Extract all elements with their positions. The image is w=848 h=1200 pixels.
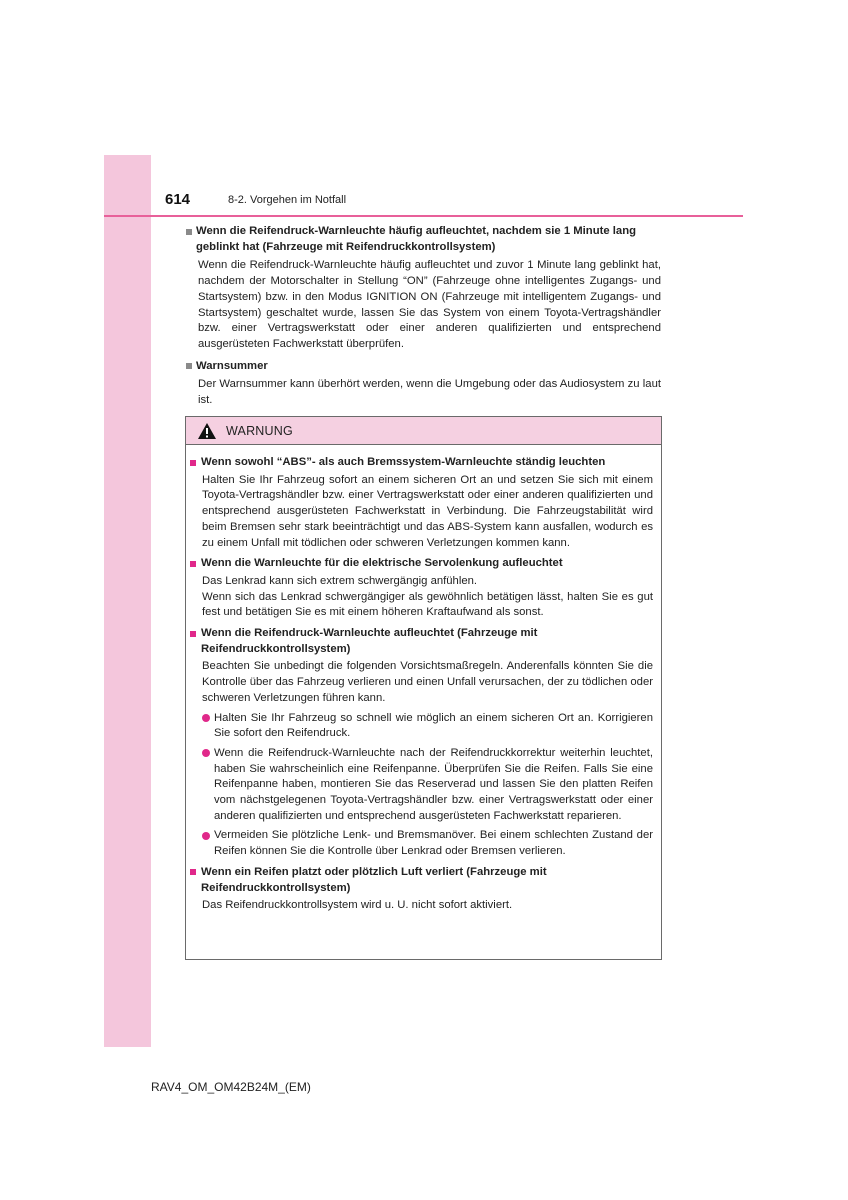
warning-item [190, 865, 653, 914]
square-bullet-icon [190, 561, 196, 567]
round-bullet-icon [202, 832, 210, 840]
section-paragraph: Der Warnsummer kann überhört werden, wenn die Umgebung oder das Audiosystem zu laut ist. [198, 378, 661, 407]
bullet-text: Halten Sie Ihr Fahrzeug so schnell wie möglich an einem sicheren Ort an. Korrigieren Sie sofort den Reifendruck. [214, 711, 653, 740]
warning-title: WARNUNG [226, 423, 293, 438]
round-bullet-icon [202, 749, 210, 757]
warning-header [186, 417, 661, 445]
warning-item-heading [190, 556, 653, 572]
square-bullet-icon [190, 631, 196, 637]
warning-paragraph: Halten Sie Ihr Fahrzeug sofort an einem sicheren Ort an und setzen Sie sich mit einem Toyota-Vertragshändler bzw. einer Vertragswerkstatt oder einer anderen qualifizierten und entsprechend ausgerüsteten Fachwerkstatt in Verbindung. Die Fahrzeugstabilität wird beim Bremsen sehr stark beeinträchtigt und das ABS-System kann ausfallen, wodurch es zu einem Unfall mit tödlichen oder schweren Verletzungen kommen kann. [202, 473, 653, 549]
warning-paragraph: Das Lenkrad kann sich extrem schwergängig anfühlen. [202, 574, 478, 587]
square-bullet-icon [190, 460, 196, 466]
warning-item-heading [190, 626, 653, 657]
section-heading [186, 224, 661, 255]
square-bullet-icon [190, 869, 196, 875]
bullet-text: Vermeiden Sie plötzliche Lenk- und Bremsmanöver. Bei einem schlechten Zustand der Reifen können Sie die Kontrolle über Lenkrad oder Bremsen verlieren. [214, 829, 653, 858]
warning-triangle-icon [197, 422, 217, 440]
bullet-list-item [202, 746, 653, 825]
bullet-text: Wenn die Reifendruck-Warnleuchte nach der Reifendruckkorrektur weiterhin leuchtet, haben Sie wahrscheinlich eine Reifenpanne. Überprüfen Sie die Reifen. Falls Sie eine Reifenpanne haben, montieren Sie das Reserverad und lassen Sie den platten Reifen vom nächstgelegenen Toyota-Vertragshändler bzw. einer Vertragswerkstatt oder einer anderen qualifizierten und entsprechend ausgerüsteten Fachwerkstatt reparieren. [214, 746, 653, 822]
section-block [186, 359, 661, 409]
warning-heading-text: Wenn ein Reifen platzt oder plötzlich Luft verliert (Fahrzeuge mit Reifendruckkontrollsystem) [201, 865, 547, 894]
warning-heading-text: Wenn sowohl “ABS”- als auch Bremssystem-Warnleuchte ständig leuchten [201, 456, 606, 468]
warning-heading-text: Wenn die Warnleuchte für die elektrische Servolenkung aufleuchtet [201, 557, 563, 570]
section-heading-text: Wenn die Reifendruck-Warnleuchte häufig aufleuchtet, nachdem sie 1 Minute lang geblinkt hat (Fahrzeuge mit Reifendruckkontrollsystem) [196, 225, 637, 253]
warning-body [186, 445, 661, 914]
warning-item [190, 455, 653, 551]
header-rule [104, 215, 743, 217]
chapter-sidebar-tab [104, 155, 151, 1047]
document-code: RAV4_OM_OM42B24M_(EM) [151, 1080, 311, 1094]
bullet-list-item [202, 711, 653, 742]
warning-paragraph: Beachten Sie unbedingt die folgenden Vorsichtsmaßregeln. Anderenfalls könnten Sie die Kontrolle über das Fahrzeug verlieren und einen Unfall verursachen, der zu tödlichen oder schweren Verletzungen führen kann. [202, 660, 653, 704]
section-block [186, 224, 661, 353]
warning-paragraph: Das Reifendruckkontrollsystem wird u. U. nicht sofort aktiviert. [202, 899, 513, 912]
main-content [186, 224, 661, 415]
round-bullet-icon [202, 714, 210, 722]
bullet-list-item [202, 828, 653, 859]
warning-item-heading [190, 865, 653, 896]
warning-box [185, 416, 662, 960]
warning-heading-text: Wenn die Reifendruck-Warnleuchte aufleuchtet (Fahrzeuge mit Reifendruckkontrollsystem) [201, 627, 538, 655]
warning-item [190, 556, 653, 621]
warning-item-heading [190, 455, 653, 471]
page-number: 614 [165, 191, 191, 208]
section-heading-text: Warnsummer [196, 359, 268, 372]
warning-paragraph: Wenn sich das Lenkrad schwergängiger als gewöhnlich betätigen lässt, halten Sie es gut fest und betätigen Sie es mit einem höheren Kraftaufwand als sonst. [202, 590, 653, 619]
warning-item [190, 626, 653, 860]
section-heading [186, 359, 661, 375]
section-title: 8-2. Vorgehen im Notfall [228, 194, 347, 206]
section-paragraph: Wenn die Reifendruck-Warnleuchte häufig aufleuchtet und zuvor 1 Minute lang geblinkt hat, nachdem der Motorschalter in Stellung “ON” (Fahrzeuge ohne intelligentes Zugangs- und Startsystem) bzw. in den Modus IGNITION ON (Fahrzeuge mit intelligentem Zugangs- und Startsystem) geschaltet wurde, lassen Sie das System von einem Toyota-Vertragshändler bzw. einer Vertragswerkstatt oder einer anderen qualifizierten und entsprechend ausgerüsteten Fachwerkstatt überprüfen. [198, 259, 661, 350]
square-bullet-icon [186, 363, 192, 369]
square-bullet-icon [186, 229, 192, 235]
